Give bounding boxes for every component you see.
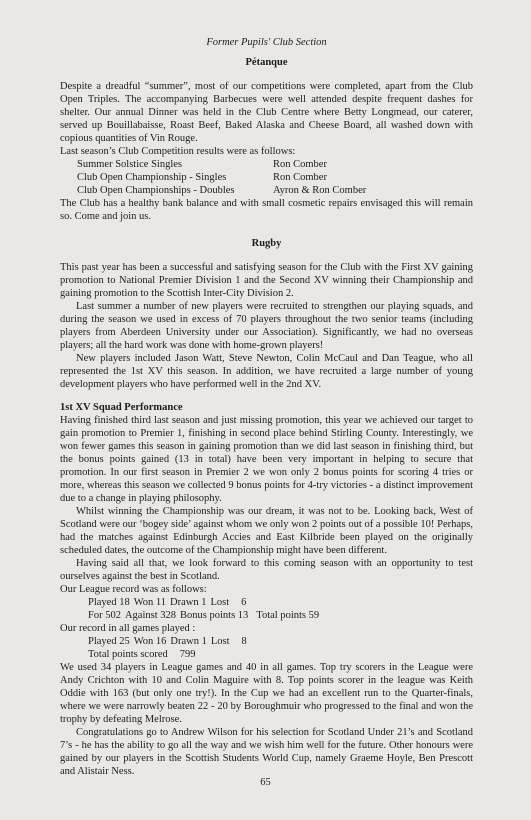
result-winner: Ayron & Ron Comber: [273, 185, 367, 196]
petanque-heading: Pétanque: [245, 57, 288, 68]
record-item: Total points 59: [256, 610, 320, 621]
record-item: Drawn 1: [170, 597, 207, 608]
record-item: Played 18: [88, 597, 130, 608]
all-games-record-line: [60, 635, 473, 648]
record-item: Won 16: [133, 636, 167, 647]
league-record-label: Our League record was as follows:: [60, 584, 207, 595]
all-games-label: Our record in all games played :: [60, 623, 196, 634]
record-item: Lost: [210, 597, 230, 608]
record-item: 799: [179, 649, 196, 660]
record-item: Won 11: [133, 597, 167, 608]
result-row: [60, 184, 473, 197]
record-item: 6: [241, 597, 247, 608]
squad-heading: 1st XV Squad Performance: [60, 402, 183, 413]
squad-paragraph: Having said all that, we look forward to this coming season with an opportunity to test ourselves against the best in Scotland.: [60, 558, 473, 582]
record-item: Drawn 1: [170, 636, 207, 647]
squad-paragraph: Congratulations go to Andrew Wilson for his selection for Scotland Under 21’s and Scotland 7’s - he has the ability to go all the way and we wish him well for the future. Other honours were gained by our players in the Scottish Students World Cup, namely Graeme Hoyle, Ben Prescott and Alistair Ness.: [60, 727, 473, 777]
petanque-intro: Despite a dreadful “summer”, most of our competitions were completed, apart from the Club Open Triples. The accompanying Barbecues were well attended despite frequent dashes for shelter. Our annual Dinner was held in the Club Centre where Betty Longmead, our caterer, served up Bouillabaisse, Roast Beef, Baked Alaska and Cheese Board, all washed down with copious quantities of Vin Rouge.: [60, 81, 473, 144]
results-list: [60, 158, 473, 197]
record-item: Played 25: [88, 636, 130, 647]
results-label: Last season’s Club Competition results were as follows:: [60, 146, 296, 157]
league-record-line: [60, 609, 473, 622]
squad-paragraph: Having finished third last season and just missing promotion, this year we achieved our target to gain promotion to Premier 1, finishing in second place behind Stirling County. Interestingly, we won fewer games this season in gaining promotion than we did last season in finishing third, but the bonus points gained (13 in total) have been very important in helping to secure that promotion. In our first season in Premier 2 we won only 2 bonus points for scoring 4 tries or more, whereas this season we collected 9 bonus points for 4-try victories - a distinct improvement due to a change in playing philosophy.: [60, 415, 473, 504]
record-item: Total points scored: [88, 649, 168, 660]
rugby-heading: Rugby: [251, 238, 282, 249]
result-row: [60, 171, 473, 184]
result-event: Club Open Championships - Doubles: [77, 185, 235, 196]
squad-paragraph: Whilst winning the Championship was our dream, it was not to be. Looking back, West of Scotland were our ‘bogey side’ against whom we only won 2 points out of a possible 10! Perhaps, had the matches against Edinburgh Accies and East Kilbride been played on the originally scheduled dates, the outcome of the Championship might have been different.: [60, 506, 473, 556]
result-row: [60, 158, 473, 171]
result-winner: Ron Comber: [273, 159, 327, 170]
record-item: 8: [241, 636, 247, 647]
result-event: Club Open Championship - Singles: [77, 172, 227, 183]
result-winner: Ron Comber: [273, 172, 327, 183]
rugby-paragraph: This past year has been a successful and satisfying season for the Club with the First XV gaining promotion to National Premier Division 1 and the Second XV winning their Championship and gaining promotion to the Scottish Inter-City Division 2.: [60, 262, 473, 299]
record-item: Bonus points 13: [180, 610, 249, 621]
petanque-closing: The Club has a healthy bank balance and with small cosmetic repairs envisaged this will remain so. Come and join us.: [60, 198, 473, 222]
rugby-paragraph: Last summer a number of new players were recruited to strengthen our playing squads, and during the season we used in excess of 70 players throughout the two senior teams (including players from Aberdeen University under our Association). Significantly, we had no overseas players; all the hard work was done with home-grown players!: [60, 301, 473, 351]
page-number: 65: [260, 777, 271, 788]
rugby-paragraph: New players included Jason Watt, Steve Newton, Colin McCaul and Dan Teague, who all represented the 1st XV this season. In addition, we have recruited a large number of young development players who have performed well in the 2nd XV.: [60, 353, 473, 390]
squad-paragraph: We used 34 players in League games and 40 in all games. Top try scorers in the League were Andy Crichton with 10 and Colin Maguire with 8. Top points scorer in the league was Keith Oddie with 163 (but only one try!). In the Cup we had an excellent run to the Quarter-finals, where we were narrowly beaten 22 - 20 by Boroughmuir who progressed to the final and won the trophy by defeating Melrose.: [60, 662, 473, 725]
league-record-line: [60, 596, 473, 609]
record-item: For 502: [88, 610, 121, 621]
record-item: Against 328: [124, 610, 177, 621]
record-item: Lost: [210, 636, 230, 647]
all-games-record-line: [60, 648, 473, 661]
section-header: Former Pupils' Club Section: [206, 37, 327, 48]
result-event: Summer Solstice Singles: [77, 159, 182, 170]
